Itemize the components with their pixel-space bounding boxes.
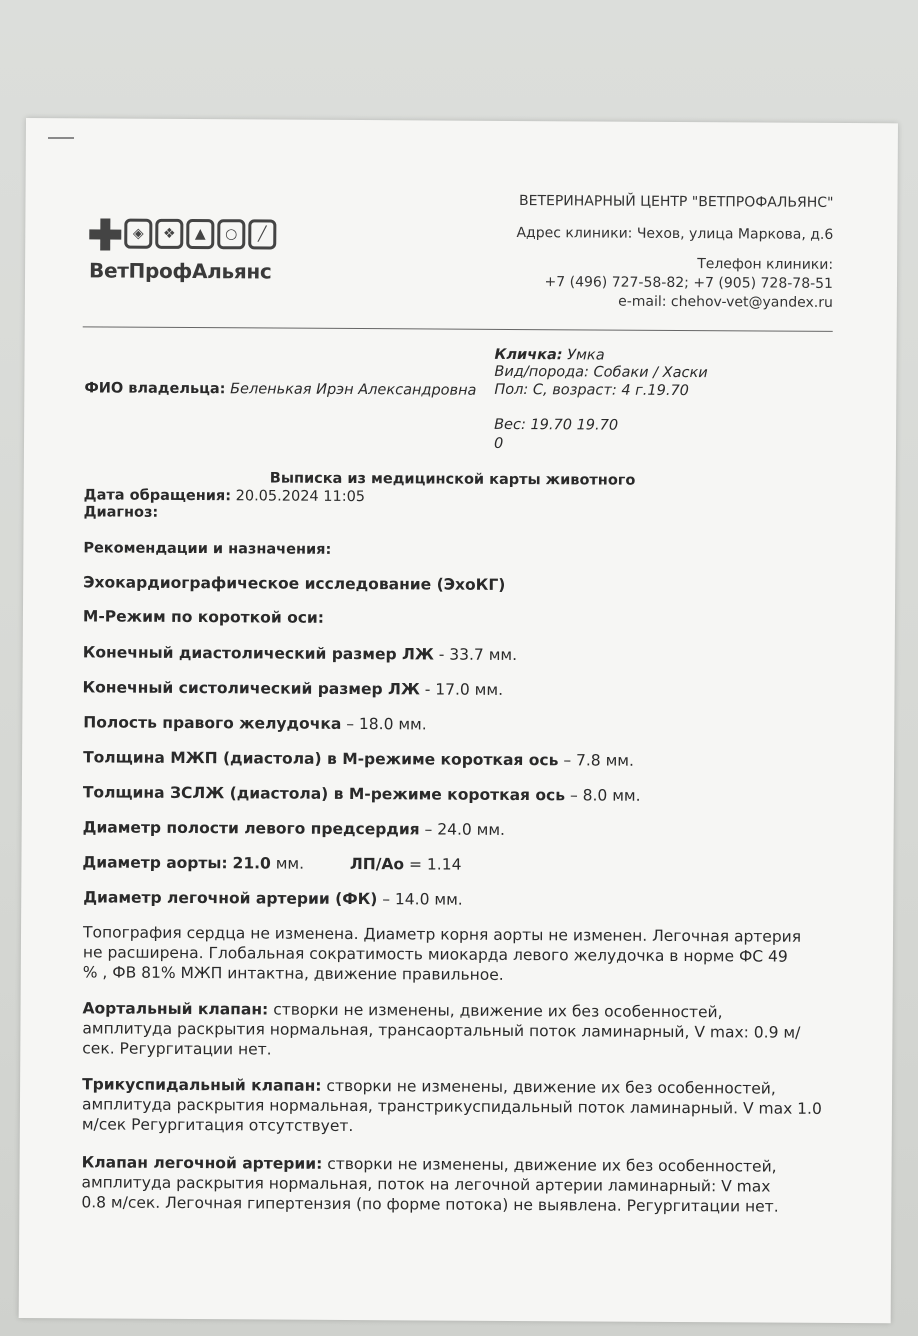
owner-label: ФИО владельца: <box>84 380 226 398</box>
clinic-logo-text: ВетПрофАльянс <box>88 258 272 284</box>
owner-line <box>84 380 476 398</box>
pet-breed: Вид/порода: Собаки / Хаски <box>494 363 708 382</box>
clinic-logo <box>89 218 276 251</box>
valve-label: Аортальный клапан: <box>82 999 269 1019</box>
pulmonary-diameter-label: Диаметр легочной артерии (ФК) <box>83 888 378 909</box>
measurement-label: Диаметр полости левого предсердия <box>82 818 420 839</box>
visit-date-value: 20.05.2024 11:05 <box>235 488 366 506</box>
aorta-row <box>82 853 461 873</box>
measurement-label: Толщина МЖП (диастола) в М-режиме короткая ось <box>83 748 559 770</box>
document-sheet <box>19 118 898 1323</box>
owner-value: Беленькая Ирэн Александровна <box>230 381 477 399</box>
visit-date-label: Дата обращения: <box>83 487 232 505</box>
measurement-row <box>83 783 641 804</box>
syringe-icon: ╱ <box>248 219 276 249</box>
measurement-row <box>83 713 427 733</box>
exam-title: Эхокардиографическое исследование (ЭхоКГ) <box>83 573 506 594</box>
valve-label: Клапан легочной артерии: <box>81 1153 323 1173</box>
pet-sex-age: Пол: С, возраст: 4 г.19.70 <box>494 381 689 400</box>
la-ao-ratio-label: ЛП/Ао <box>349 854 405 874</box>
la-ao-ratio-value: = 1.14 <box>404 855 462 874</box>
bird-icon: ▲ <box>186 219 214 249</box>
clinic-phones: +7 (496) 727-58-82; +7 (905) 728-78-51 <box>544 274 834 292</box>
measurement-value: – 8.0 мм. <box>565 786 641 805</box>
measurement-label: Конечный систолический размер ЛЖ <box>82 678 420 699</box>
cat-icon: ❖ <box>155 219 183 249</box>
measurement-label: Толщина ЗСЛЖ (диастола) в М-режиме короткая ось <box>82 783 566 805</box>
measurement-value: – 7.8 мм. <box>558 751 634 770</box>
valve-label: Трикуспидальный клапан: <box>82 1075 322 1095</box>
pet-name-value: Умка <box>567 347 605 364</box>
measurement-row <box>83 818 505 839</box>
valve-text: створки не изменены, движение их без особенностей, амплитуда раскрытия нормальная, поток на легочной артерии ламинарный: V max 0.8 м/сек. Легочная гипертензия (по форме потока) не выявлена. Регургитации нет. <box>81 1154 779 1216</box>
pet-weight: Вес: 19.70 19.70 <box>494 416 619 434</box>
mode-title: М-Режим по короткой оси: <box>82 607 325 627</box>
measurement-value: – 18.0 мм. <box>341 714 427 734</box>
measurement-value: – 24.0 мм. <box>419 820 506 839</box>
fish-icon: ○ <box>217 219 245 249</box>
clinic-address: Адрес клиники: Чехов, улица Маркова, д.6 <box>516 224 834 243</box>
pulmonary-valve-paragraph <box>81 1152 781 1216</box>
measurement-value: - 17.0 мм. <box>419 680 504 699</box>
document-title: Выписка из медицинской карты животного <box>269 470 636 489</box>
valve-text: створки не изменены, движение их без особенностей, амплитуда раскрытия нормальная, трансаортальный поток ламинарный, V max: 0.9 м/сек. Регургитации нет. <box>82 1000 801 1059</box>
valve-text: створки не изменены, движение их без особенностей, амплитуда раскрытия нормальная, транстрикуспидальный поток ламинарный. V max 1.0 м/сек Регургитация отсутствует. <box>81 1076 822 1136</box>
cross-icon <box>89 218 121 250</box>
pet-name-line <box>495 347 605 364</box>
pet-name-label: Кличка: <box>494 346 563 364</box>
header-divider <box>83 326 833 332</box>
pet-extra: 0 <box>493 435 504 452</box>
aorta-value: 21.0 <box>232 854 271 873</box>
visit-date-line <box>84 487 365 505</box>
measurement-row <box>82 678 503 699</box>
dog-icon: ◈ <box>124 219 152 249</box>
tricuspid-valve-paragraph <box>82 1074 828 1139</box>
pulmonary-diameter-row <box>83 888 463 908</box>
topography-paragraph: Топография сердца не изменена. Диаметр корня аорты не изменен. Легочная артерия не расширена. Глобальная сократимость миокарда левого желудочка в норме ФС 49 % , ФВ 81% МЖП интактна, движение правильное. <box>82 923 802 984</box>
measurement-row <box>83 748 634 769</box>
diagnosis-label: Диагноз: <box>83 504 159 521</box>
measurement-row <box>83 643 517 664</box>
measurement-label: Конечный диастолический размер ЛЖ <box>82 643 434 664</box>
recommendations-label: Рекомендации и назначения: <box>83 540 332 558</box>
pulmonary-diameter-value: – 14.0 мм. <box>377 890 463 909</box>
clinic-phone-label: Телефон клиники: <box>697 256 834 273</box>
aorta-label: Диаметр аорты: <box>82 853 228 873</box>
aorta-unit: мм. <box>270 854 305 873</box>
aortic-valve-paragraph <box>82 998 812 1062</box>
clinic-email: e-mail: chehov-vet@yandex.ru <box>618 293 833 311</box>
paper-mark <box>48 137 74 139</box>
clinic-name: ВЕТЕРИНАРНЫЙ ЦЕНТР "ВЕТПРОФАЛЬЯНС" <box>518 193 834 211</box>
measurement-value: - 33.7 мм. <box>433 645 518 665</box>
measurement-label: Полость правого желудочка <box>83 713 342 733</box>
